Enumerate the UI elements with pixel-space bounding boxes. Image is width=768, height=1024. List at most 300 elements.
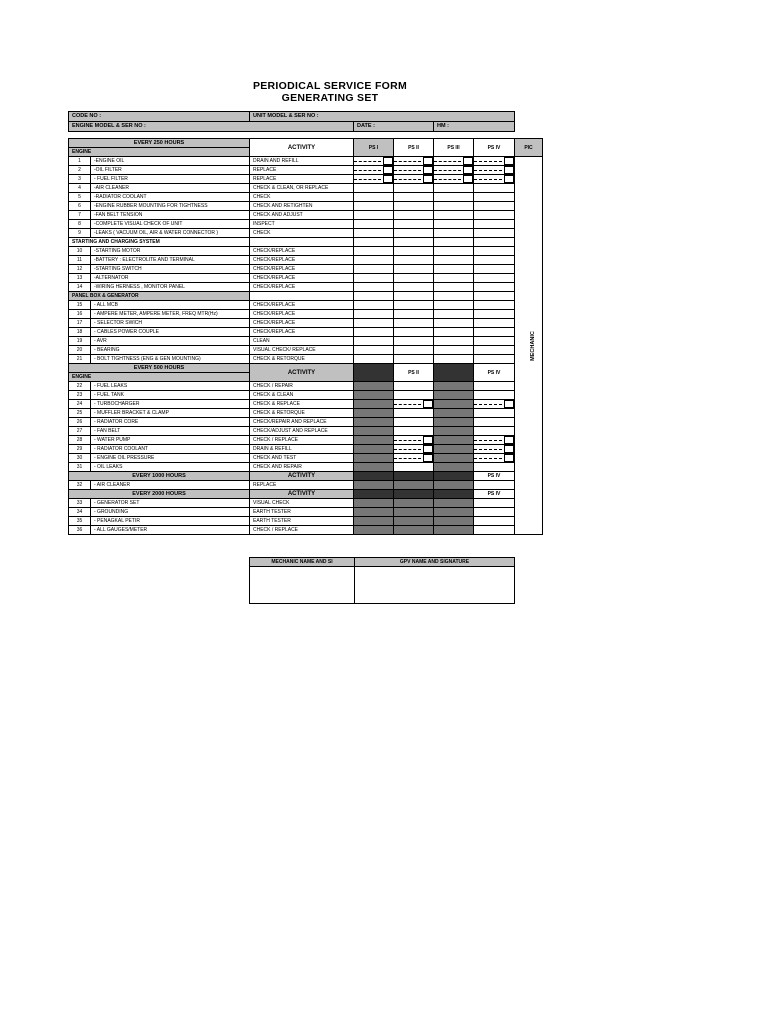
ps-check-cell[interactable] [354,319,394,328]
table-row [69,499,543,508]
item-description: -FAN BELT TENSION [91,211,250,220]
table-row [69,184,543,193]
ps-cell-disabled [434,364,474,382]
item-number: 6 [69,202,91,211]
table-row [69,193,543,202]
dashed-line [354,161,381,162]
item-activity: VISUAL CHECK/ REPLACE [250,346,354,355]
item-number: 32 [69,481,91,490]
item-description: -STARTING MOTOR [91,247,250,256]
item-description: - TURBOCHARGER [91,400,250,409]
ps2-header: PS II [394,364,434,382]
ps-check-cell[interactable] [474,427,515,436]
form-title: PERIODICAL SERVICE FORM [252,80,408,92]
ps-check-cell[interactable] [394,355,434,364]
ps-check-cell[interactable] [434,175,474,184]
engine-subheader: ENGINE [69,148,250,157]
item-number: 36 [69,526,91,535]
check-box[interactable] [504,436,514,444]
item-number: 24 [69,400,91,409]
item-number: 27 [69,427,91,436]
ps-cell-disabled [434,517,474,526]
ps-check-cell[interactable] [394,211,434,220]
table-row [69,454,543,463]
ps-check-cell[interactable] [394,283,434,292]
ps-check-cell[interactable] [474,445,515,454]
ps-check-cell[interactable] [394,436,434,445]
check-box[interactable] [504,445,514,453]
table-row [69,418,543,427]
table-row [69,157,543,166]
ps-cell-disabled [354,508,394,517]
ps-check-cell[interactable] [434,256,474,265]
ps-check-cell[interactable] [354,166,394,175]
ps-check-cell[interactable] [354,310,394,319]
item-number: 12 [69,265,91,274]
dashed-line [394,179,421,180]
ps-check-cell[interactable] [354,202,394,211]
ps-cell-disabled [354,445,394,454]
ps4-header: PS IV [474,139,515,157]
ps-check-cell[interactable] [394,337,434,346]
item-number: 20 [69,346,91,355]
ps-check-cell[interactable] [474,517,515,526]
ps-check-cell[interactable] [474,265,515,274]
ps-check-cell[interactable] [394,418,434,427]
ps-check-cell[interactable] [354,265,394,274]
ps-check-cell[interactable] [474,463,515,472]
ps-check-cell[interactable] [394,346,434,355]
ps-cell-disabled [354,499,394,508]
table-row [69,400,543,409]
item-description: - FUEL LEAKS [91,382,250,391]
ps-check-cell[interactable] [394,427,434,436]
ps-check-cell[interactable] [474,193,515,202]
table-row [69,355,543,364]
ps-cell-disabled [394,490,434,499]
ps-check-cell[interactable] [434,328,474,337]
item-number: 34 [69,508,91,517]
table-row [69,319,543,328]
item-activity: CHECK AND RETIGHTEN [250,202,354,211]
table-row [69,274,543,283]
ps-check-cell[interactable] [354,184,394,193]
table-row [69,463,543,472]
ps-check-cell[interactable] [394,229,434,238]
ps-check-cell[interactable] [434,283,474,292]
ps-check-cell[interactable] [474,229,515,238]
ps-check-cell[interactable] [474,418,515,427]
ps-check-cell[interactable] [434,166,474,175]
ps-check-cell[interactable] [434,274,474,283]
ps-cell-disabled [434,418,474,427]
service-table [68,138,543,535]
ps-check-cell[interactable] [474,508,515,517]
ps-check-cell[interactable] [354,211,394,220]
item-number: 26 [69,418,91,427]
ps-check-cell[interactable] [434,202,474,211]
ps-check-cell[interactable] [474,319,515,328]
ps-check-cell[interactable] [394,310,434,319]
dashed-line [474,404,502,405]
ps-check-cell[interactable] [474,220,515,229]
ps-check-cell[interactable] [434,319,474,328]
dashed-line [434,161,461,162]
item-number: 14 [69,283,91,292]
cell [394,292,434,301]
activity-header: ACTIVITY [250,139,354,157]
ps-check-cell[interactable] [354,301,394,310]
item-number: 3 [69,175,91,184]
item-number: 11 [69,256,91,265]
engine-subheader: ENGINE [69,373,250,382]
item-description: - AIR CLEANER [91,481,250,490]
ps-check-cell[interactable] [474,391,515,400]
check-box[interactable] [423,157,433,165]
item-description: -LEAKS ( VACUUM OIL, AIR & WATER CONNECTOR ) [91,229,250,238]
ps-check-cell[interactable] [434,337,474,346]
item-description: - AVR [91,337,250,346]
check-box[interactable] [463,157,473,165]
header-row [69,490,543,499]
item-activity: INSPECT [250,220,354,229]
item-activity: CHECK/REPLACE [250,265,354,274]
check-box[interactable] [383,157,393,165]
ps-check-cell[interactable] [434,211,474,220]
table-row [69,328,543,337]
item-activity: CHECK [250,229,354,238]
check-box[interactable] [504,400,514,408]
ps-cell-disabled [394,517,434,526]
header-row [69,364,543,373]
ps-check-cell[interactable] [474,184,515,193]
ps-check-cell[interactable] [394,319,434,328]
ps-check-cell[interactable] [394,157,434,166]
engine-model-field[interactable]: ENGINE MODEL & SER NO : [69,122,354,132]
check-box[interactable] [423,175,433,183]
section-every-250: EVERY 250 HOURS [69,139,250,148]
table-row [69,436,543,445]
table-row [69,337,543,346]
item-number: 25 [69,409,91,418]
item-description: -WIRING HERNESS , MONITOR PANEL [91,283,250,292]
item-description: - BOLT TIGHTNESS (ENG & GEN MOUNTING) [91,355,250,364]
section-every-2000: EVERY 2000 HOURS [69,490,250,499]
dashed-line [394,170,421,171]
ps-check-cell[interactable] [474,409,515,418]
dashed-line [474,440,502,441]
item-activity: CHECK / REPLACE [250,526,354,535]
ps-check-cell[interactable] [394,301,434,310]
ps-cell-disabled [354,391,394,400]
ps-check-cell[interactable] [474,454,515,463]
ps4-header: PS IV [474,472,515,481]
item-number: 21 [69,355,91,364]
starting-subheader: STARTING AND CHARGING SYSTEM [69,238,250,247]
item-activity: REPLACE [250,175,354,184]
form-subtitle: GENERATING SET [281,92,379,104]
item-description: -STARTING SWITCH [91,265,250,274]
ps-check-cell[interactable] [394,202,434,211]
hm-field[interactable]: HM : [434,122,515,132]
item-description: -ALTERNATOR [91,274,250,283]
activity-header: ACTIVITY [250,490,354,499]
dashed-line [474,458,502,459]
item-activity: REPLACE [250,481,354,490]
check-box[interactable] [423,436,433,444]
check-box[interactable] [504,157,514,165]
item-activity: CHECK & REPLACE [250,400,354,409]
ps-cell-disabled [434,409,474,418]
check-box[interactable] [383,166,393,174]
ps-check-cell[interactable] [474,328,515,337]
ps-cell-disabled [354,400,394,409]
ps-cell-disabled [394,499,434,508]
ps-check-cell[interactable] [354,256,394,265]
ps-check-cell[interactable] [474,481,515,490]
item-description: - GENERATOR SET [91,499,250,508]
ps-check-cell[interactable] [394,256,434,265]
item-number: 23 [69,391,91,400]
ps-check-cell[interactable] [474,247,515,256]
ps-check-cell[interactable] [434,355,474,364]
table-row [69,427,543,436]
item-description: - FAN BELT [91,427,250,436]
ps-check-cell[interactable] [434,265,474,274]
ps-cell-disabled [434,508,474,517]
item-activity: CHECK/REPLACE [250,274,354,283]
ps-check-cell[interactable] [394,175,434,184]
ps-cell-disabled [434,436,474,445]
ps-check-cell[interactable] [474,202,515,211]
ps4-header: PS IV [474,490,515,499]
code-no-field[interactable]: CODE NO : [69,112,250,122]
table-row [69,175,543,184]
ps-check-cell[interactable] [474,301,515,310]
item-activity: CHECK/ADJUST AND REPLACE [250,427,354,436]
ps-check-cell[interactable] [394,166,434,175]
ps-cell-disabled [394,472,434,481]
item-description: - FUEL TANK [91,391,250,400]
gpv-signature-label: GPV NAME AND SIGNATURE [355,558,515,567]
table-row [69,391,543,400]
ps-check-cell[interactable] [474,526,515,535]
dashed-line [434,179,461,180]
ps-check-cell[interactable] [474,310,515,319]
ps-check-cell[interactable] [354,328,394,337]
ps-check-cell[interactable] [474,283,515,292]
ps-cell-disabled [354,418,394,427]
dashed-line [394,449,421,450]
cell [474,238,515,247]
check-box[interactable] [383,175,393,183]
ps-check-cell[interactable] [394,445,434,454]
ps-check-cell[interactable] [394,193,434,202]
ps-cell-disabled [394,526,434,535]
item-description: - ALL MCB [91,301,250,310]
check-box[interactable] [463,166,473,174]
table-row [69,265,543,274]
ps-check-cell[interactable] [474,337,515,346]
ps-cell-disabled [354,490,394,499]
item-description: - WATER PUMP [91,436,250,445]
check-box[interactable] [504,166,514,174]
item-activity: CHECK AND TEST [250,454,354,463]
item-activity: DRAIN AND REFILL [250,157,354,166]
table-row [69,256,543,265]
ps-check-cell[interactable] [394,400,434,409]
ps-check-cell[interactable] [394,247,434,256]
ps-cell-disabled [434,490,474,499]
ps-check-cell[interactable] [394,463,434,472]
check-box[interactable] [423,166,433,174]
item-description: -OIL FILTER [91,166,250,175]
ps-check-cell[interactable] [394,382,434,391]
ps-check-cell[interactable] [474,436,515,445]
table-row [69,220,543,229]
ps-cell-disabled [434,400,474,409]
ps-check-cell[interactable] [434,310,474,319]
ps-check-cell[interactable] [434,247,474,256]
ps-check-cell[interactable] [474,274,515,283]
table-row [69,202,543,211]
item-description: - SELECTOR SWICH [91,319,250,328]
activity-header: ACTIVITY [250,364,354,382]
item-number: 30 [69,454,91,463]
ps-check-cell[interactable] [354,337,394,346]
cell [354,292,394,301]
item-activity: CHECK/REPLACE [250,328,354,337]
ps-check-cell[interactable] [394,184,434,193]
check-box[interactable] [423,454,433,462]
cell [250,292,354,301]
pic-header: PIC [515,139,543,157]
ps-cell-disabled [354,427,394,436]
ps-check-cell[interactable] [434,184,474,193]
cell [434,292,474,301]
ps-check-cell[interactable] [474,166,515,175]
ps-check-cell[interactable] [354,283,394,292]
ps-check-cell[interactable] [434,157,474,166]
section-every-500: EVERY 500 HOURS [69,364,250,373]
ps-check-cell[interactable] [354,157,394,166]
item-number: 29 [69,445,91,454]
check-box[interactable] [504,454,514,462]
item-number: 18 [69,328,91,337]
dashed-line [354,170,381,171]
subheader-row [69,292,543,301]
ps-cell-disabled [434,445,474,454]
ps-check-cell[interactable] [434,220,474,229]
ps-cell-disabled [354,481,394,490]
header-row [69,472,543,481]
unit-model-field[interactable]: UNIT MODEL & SER NO : [250,112,515,122]
item-number: 19 [69,337,91,346]
check-box[interactable] [423,400,433,408]
mechanic-signature-box[interactable] [250,567,355,604]
ps-check-cell[interactable] [474,382,515,391]
ps-cell-disabled [434,454,474,463]
ps-check-cell[interactable] [474,355,515,364]
table-row [69,211,543,220]
item-number: 10 [69,247,91,256]
ps-check-cell[interactable] [474,211,515,220]
ps-cell-disabled [434,427,474,436]
ps-check-cell[interactable] [354,274,394,283]
mechanic-signature-label: MECHANIC NAME AND SI [250,558,355,567]
ps-check-cell[interactable] [474,346,515,355]
ps-check-cell[interactable] [474,157,515,166]
ps-check-cell[interactable] [434,346,474,355]
item-number: 15 [69,301,91,310]
ps-check-cell[interactable] [474,256,515,265]
ps-check-cell[interactable] [394,409,434,418]
ps-check-cell[interactable] [354,355,394,364]
item-activity: CHECK / REPLACE [250,436,354,445]
item-activity: CHECK/REPLACE [250,301,354,310]
cell [474,292,515,301]
activity-header: ACTIVITY [250,472,354,481]
item-number: 31 [69,463,91,472]
table-row [69,310,543,319]
dashed-line [474,170,502,171]
table-row [69,382,543,391]
ps-check-cell[interactable] [354,247,394,256]
ps-cell-disabled [354,436,394,445]
item-activity: CHECK/REPLACE [250,319,354,328]
item-activity: CHECK & RETORQUE [250,355,354,364]
ps-check-cell[interactable] [354,220,394,229]
ps-check-cell[interactable] [394,391,434,400]
ps-cell-disabled [434,481,474,490]
item-activity: EARTH TESTER [250,517,354,526]
table-row [69,229,543,238]
item-number: 2 [69,166,91,175]
ps-check-cell[interactable] [354,193,394,202]
table-row [69,346,543,355]
table-row [69,508,543,517]
ps-check-cell[interactable] [394,454,434,463]
check-box[interactable] [423,445,433,453]
dashed-line [394,404,421,405]
ps-check-cell[interactable] [354,229,394,238]
ps-check-cell[interactable] [354,175,394,184]
item-activity: CHECK/REPLACE [250,310,354,319]
ps-check-cell[interactable] [434,301,474,310]
ps-check-cell[interactable] [474,400,515,409]
check-box[interactable] [504,175,514,183]
ps-check-cell[interactable] [354,346,394,355]
item-description: - FUEL FILTER [91,175,250,184]
signature-table [249,557,515,604]
ps-check-cell[interactable] [394,328,434,337]
ps-check-cell[interactable] [394,274,434,283]
ps-check-cell[interactable] [394,220,434,229]
item-activity: EARTH TESTER [250,508,354,517]
date-field[interactable]: DATE : [354,122,434,132]
ps-check-cell[interactable] [434,193,474,202]
item-number: 22 [69,382,91,391]
gpv-signature-box[interactable] [355,567,515,604]
item-number: 13 [69,274,91,283]
ps-check-cell[interactable] [474,499,515,508]
check-box[interactable] [463,175,473,183]
ps-cell-disabled [434,499,474,508]
ps-check-cell[interactable] [394,265,434,274]
ps-check-cell[interactable] [434,229,474,238]
ps-check-cell[interactable] [474,175,515,184]
item-activity: CHECK AND ADJUST [250,211,354,220]
